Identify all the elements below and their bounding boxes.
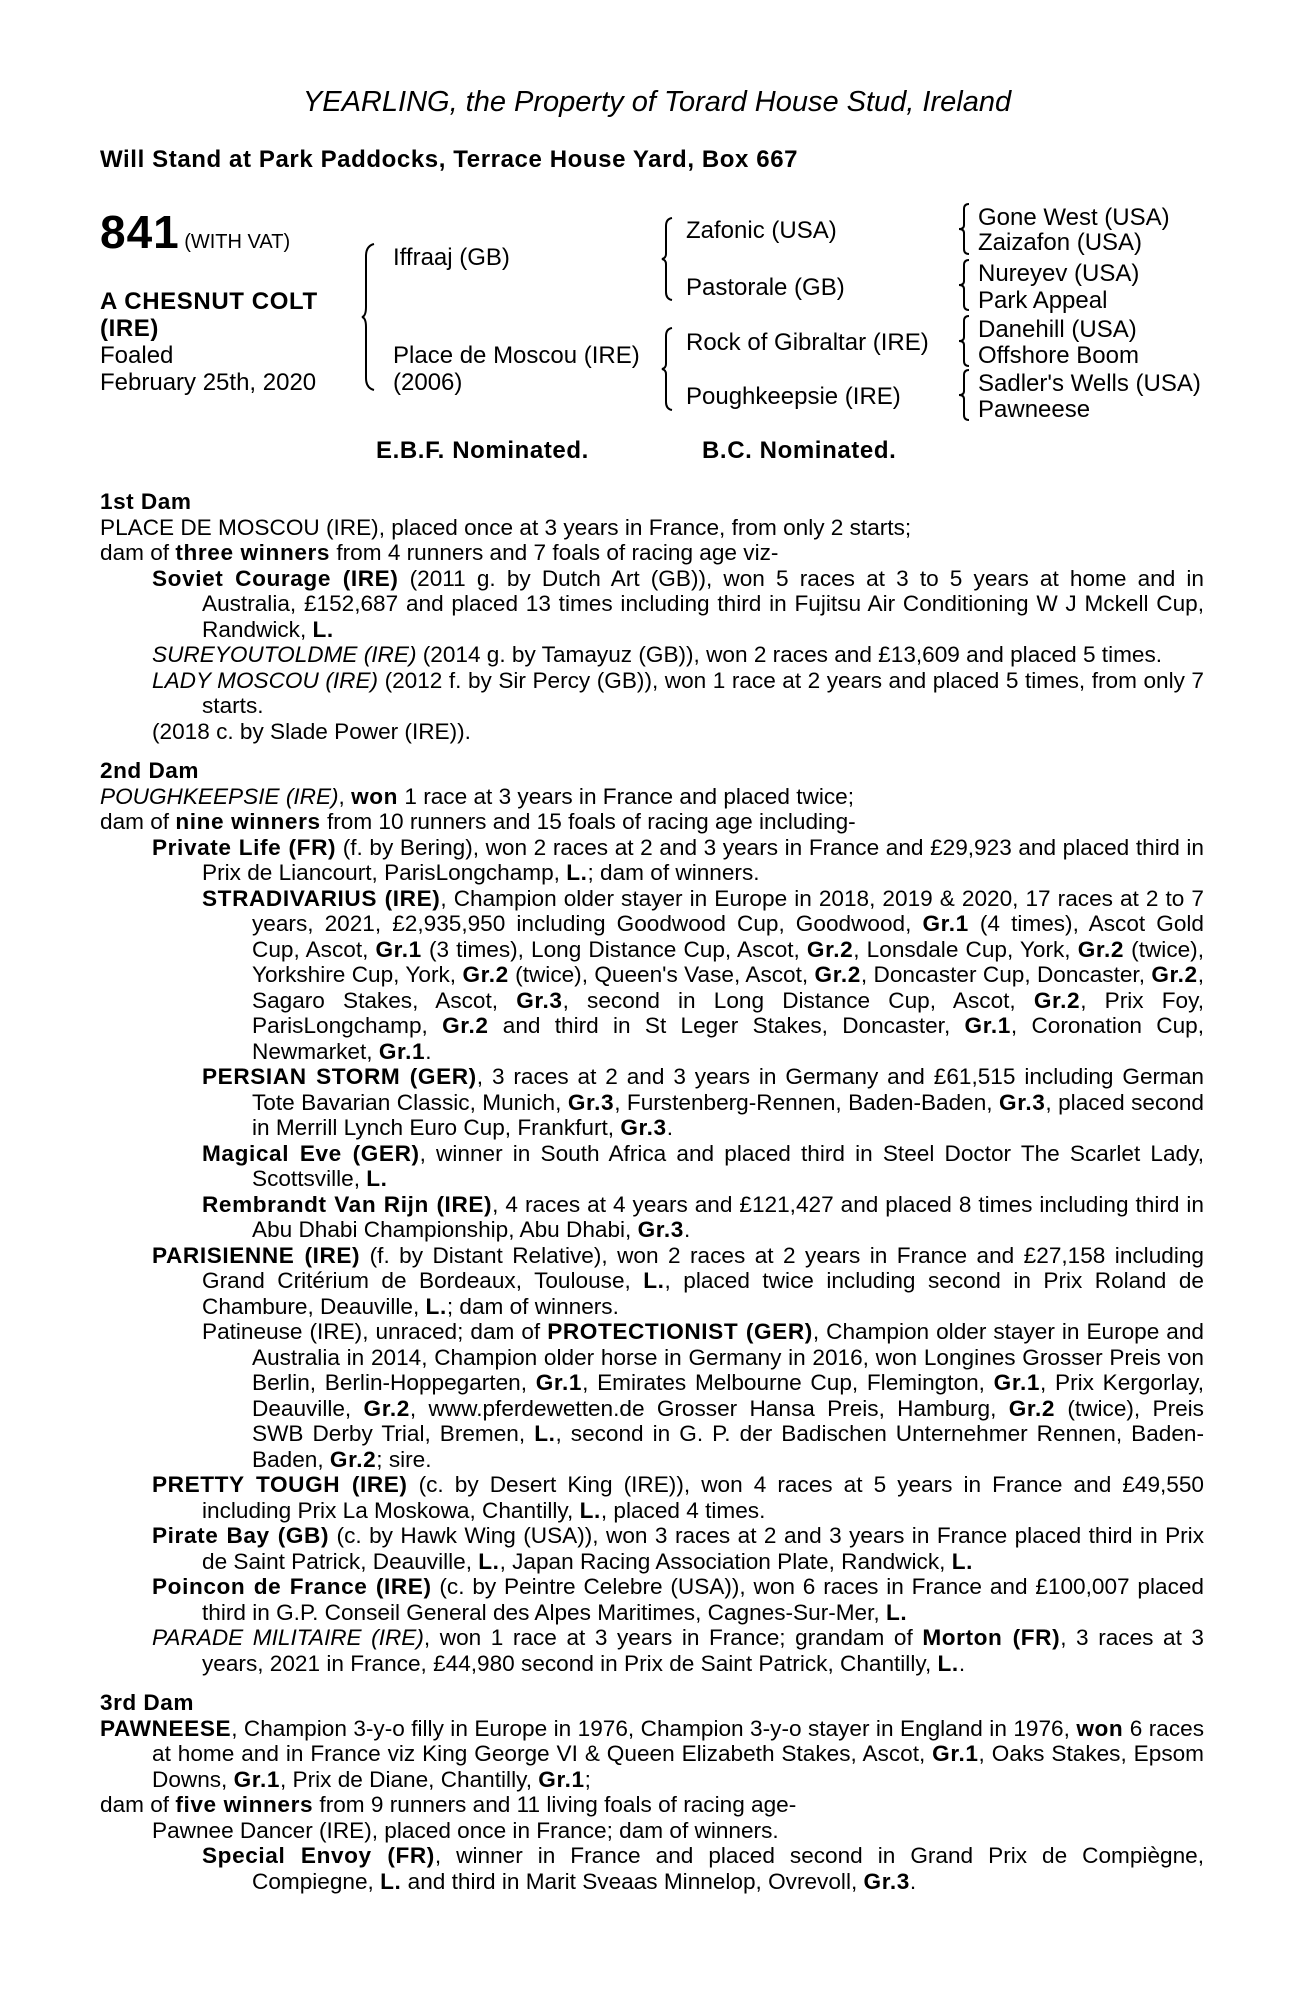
dam-section bbox=[100, 758, 1204, 1676]
entry-text: Pawnee Dancer (IRE), placed once in France; dam of winners. bbox=[152, 1817, 779, 1843]
entry-text: PLACE DE MOSCOU (IRE), placed once at 3 years in France, from only 2 starts; bbox=[100, 514, 912, 540]
entry-text: dam of bbox=[100, 809, 176, 834]
bold-text: L. bbox=[478, 1548, 500, 1574]
bold-text: Gr.1 bbox=[535, 1370, 583, 1395]
pedigree-entry bbox=[100, 886, 1204, 1065]
bc-nomination: B.C. Nominated. bbox=[702, 437, 897, 464]
bold-text: Gr.1 bbox=[993, 1370, 1041, 1395]
pedigree-entry bbox=[100, 784, 1204, 810]
bold-text: PERSIAN STORM (GER) bbox=[202, 1064, 477, 1089]
entry-text: , Japan Racing Association Plate, Randwick, bbox=[499, 1548, 952, 1574]
entry-text: . bbox=[666, 1115, 673, 1140]
bold-text: Gr.2 bbox=[814, 962, 861, 987]
entry-text: ; dam of winners. bbox=[587, 860, 760, 885]
bold-text: Soviet Courage (IRE) bbox=[152, 565, 399, 591]
entry-text: , Doncaster Cup, Doncaster, bbox=[860, 962, 1152, 987]
entry-text: and third in Marit Sveaas Minnelop, Ovrevoll, bbox=[401, 1868, 864, 1894]
bold-text: Gr.1 bbox=[233, 1766, 280, 1792]
entry-text: , winner in France and placed second in Grand Prix de Compiègne, Compiegne, bbox=[252, 1843, 1204, 1894]
bold-text: Gr.1 bbox=[932, 1741, 979, 1766]
entry-text: , Lonsdale Cup, York, bbox=[853, 936, 1078, 962]
entry-text: Patineuse (IRE), unraced; dam of bbox=[202, 1319, 548, 1344]
bold-text: Gr.2 bbox=[1151, 962, 1198, 987]
bold-text: won bbox=[1076, 1715, 1124, 1741]
bold-text: Gr.2 bbox=[1008, 1395, 1056, 1421]
brace-icon bbox=[959, 316, 973, 366]
foaled-label: Foaled bbox=[100, 342, 174, 369]
ancestor-5: Danehill (USA) bbox=[978, 316, 1137, 343]
entry-text: , Prix Kergorlay, Deauville, bbox=[252, 1370, 1204, 1421]
sire-sire: Zafonic (USA) bbox=[686, 217, 837, 244]
pedigree-entry bbox=[100, 1064, 1204, 1141]
entry-text: (2018 c. by Slade Power (IRE)). bbox=[152, 718, 471, 744]
brace-icon bbox=[959, 370, 973, 420]
ancestor-2: Zaizafon (USA) bbox=[978, 229, 1143, 256]
pedigree-entry bbox=[100, 835, 1204, 886]
horse-description: A CHESNUT COLT bbox=[100, 288, 318, 315]
entry-text: (twice), Queen's Vase, Ascot, bbox=[508, 962, 815, 987]
entry-text: (2012 f. by Sir Percy (GB)), won 1 race at 2 years and placed 5 times, from only 7 starts. bbox=[202, 667, 1204, 718]
lot-number-line bbox=[100, 205, 290, 259]
entry-text: , Prix Foy, ParisLongchamp, bbox=[252, 987, 1204, 1038]
dam-line-details bbox=[100, 489, 1204, 1908]
entry-text: (c. by Peintre Celebre (USA)), won 6 races in France and £100,007 placed third in G.P. Conseil General des Alpes Maritimes, Cagnes-Sur-Mer, bbox=[202, 1574, 1204, 1625]
entry-text: , Coronation Cup, Newmarket, bbox=[252, 1013, 1204, 1064]
pedigree-entry bbox=[100, 1243, 1204, 1320]
bold-text: PROTECTIONIST (GER) bbox=[547, 1319, 813, 1344]
pedigree-entry bbox=[100, 566, 1204, 643]
entry-text: , Sagaro Stakes, Ascot, bbox=[252, 962, 1205, 1013]
bold-text: Gr.2 bbox=[1077, 936, 1125, 962]
sire: Iffraaj (GB) bbox=[393, 244, 510, 271]
pedigree-entry bbox=[100, 1843, 1204, 1894]
entry-text: , bbox=[338, 783, 352, 809]
brace-icon bbox=[662, 328, 678, 410]
entry-text: (twice), Preis SWB Derby Trial, Bremen, bbox=[252, 1395, 1204, 1446]
bold-text: five winners bbox=[175, 1792, 314, 1817]
pedigree-entry bbox=[100, 1319, 1204, 1472]
entry-text: , Champion 3-y-o filly in Europe in 1976, Champion 3-y-o stayer in England in 1976, bbox=[231, 1715, 1077, 1741]
ancestor-7: Sadler's Wells (USA) bbox=[978, 370, 1201, 397]
bold-text: L. bbox=[579, 1497, 601, 1523]
bold-text: Gr.3 bbox=[567, 1089, 615, 1115]
pedigree-entry bbox=[100, 1192, 1204, 1243]
bold-text: Gr.1 bbox=[375, 936, 422, 962]
bold-text: STRADIVARIUS (IRE) bbox=[202, 885, 441, 911]
bold-text: Gr.3 bbox=[637, 1217, 684, 1242]
italic-text: LADY MOSCOU (IRE) bbox=[152, 667, 379, 693]
dam-section bbox=[100, 489, 1204, 744]
bold-text: L. bbox=[380, 1868, 402, 1894]
vat-note: (WITH VAT) bbox=[184, 231, 291, 253]
bold-text: three winners bbox=[175, 540, 331, 565]
bold-text: L. bbox=[425, 1293, 447, 1319]
entry-text: and third in St Leger Stakes, Doncaster, bbox=[488, 1013, 965, 1038]
ebf-nomination: E.B.F. Nominated. bbox=[376, 437, 589, 464]
dam-dam: Poughkeepsie (IRE) bbox=[686, 383, 901, 410]
entry-text: . bbox=[425, 1038, 432, 1064]
bold-text: Gr.2 bbox=[363, 1395, 410, 1421]
bold-text: Poincon de France (IRE) bbox=[152, 1574, 432, 1599]
pedigree-entry bbox=[100, 1574, 1204, 1625]
dam-section bbox=[100, 1690, 1204, 1894]
bold-text: Gr.3 bbox=[620, 1115, 667, 1140]
bold-text: Pirate Bay (GB) bbox=[152, 1523, 330, 1548]
bold-text: L. bbox=[534, 1421, 556, 1446]
ancestor-8: Pawneese bbox=[978, 396, 1091, 423]
entry-text: (4 times), Ascot Gold Cup, Ascot, bbox=[252, 911, 1204, 962]
entry-text: (f. by Distant Relative), won 2 races at 2 years in France and £27,158 including Grand Critérium de Bordeaux, Toulouse, bbox=[202, 1242, 1204, 1293]
bold-text: Gr.3 bbox=[999, 1089, 1046, 1115]
bold-text: Morton (FR) bbox=[922, 1625, 1061, 1650]
bold-text: Special Envoy (FR) bbox=[202, 1843, 435, 1868]
pedigree-entry bbox=[100, 540, 1204, 566]
bold-text: Gr.2 bbox=[1033, 987, 1081, 1013]
entry-text: , Prix de Diane, Chantilly, bbox=[280, 1766, 539, 1792]
section-heading: 1st Dam bbox=[100, 489, 192, 514]
bold-text: Gr.3 bbox=[516, 987, 563, 1013]
lot-number: 841 bbox=[100, 206, 180, 258]
italic-text: POUGHKEEPSIE (IRE) bbox=[100, 783, 339, 809]
ancestor-4: Park Appeal bbox=[978, 287, 1108, 314]
bold-text: Rembrandt Van Rijn (IRE) bbox=[202, 1191, 493, 1217]
brace-icon bbox=[362, 244, 382, 390]
bold-text: nine winners bbox=[175, 809, 321, 834]
entry-text: , placed twice including second in Prix Roland de Chambure, Deauville, bbox=[202, 1268, 1204, 1319]
bold-text: Gr.2 bbox=[462, 962, 509, 987]
entry-text: dam of bbox=[100, 540, 176, 565]
italic-text: PARADE MILITAIRE (IRE) bbox=[152, 1625, 424, 1650]
ancestor-6: Offshore Boom bbox=[978, 342, 1139, 369]
entry-text: (3 times), Long Distance Cup, Ascot, bbox=[421, 936, 807, 962]
bold-text: L. bbox=[951, 1548, 973, 1574]
dam: Place de Moscou (IRE) bbox=[393, 342, 640, 369]
bold-text: Private Life (FR) bbox=[152, 834, 337, 860]
entry-text: , won 1 race at 3 years in France; grandam of bbox=[423, 1625, 923, 1650]
entry-text: 1 race at 3 years in France and placed twice; bbox=[398, 783, 854, 809]
pedigree-entry bbox=[100, 1818, 1204, 1844]
stabling-location: Will Stand at Park Paddocks, Terrace House Yard, Box 667 bbox=[100, 146, 799, 173]
bold-text: PRETTY TOUGH (IRE) bbox=[152, 1472, 408, 1497]
entry-text: , Champion older stayer in Europe in 2018, 2019 & 2020, 17 races at 2 to 7 years, 2021, £2,935,950 including Goodwood Cup, Goodwood, bbox=[252, 885, 1204, 936]
entry-text: , www.pferdewetten.de Grosser Hansa Preis, Hamburg, bbox=[409, 1395, 1009, 1421]
entry-text: (f. by Bering), won 2 races at 2 and 3 years in France and £29,923 and placed third in Prix de Liancourt, ParisLongchamp, bbox=[202, 834, 1205, 885]
entry-text: . bbox=[683, 1217, 691, 1242]
bold-text: won bbox=[351, 783, 399, 809]
entry-text: , winner in South Africa and placed third in Steel Doctor The Scarlet Lady, Scottsville, bbox=[252, 1140, 1204, 1191]
bold-text: Magical Eve (GER) bbox=[202, 1140, 420, 1166]
entry-text: 6 races at home and in France viz King George VI & Queen Elizabeth Stakes, Ascot, bbox=[152, 1715, 1204, 1766]
pedigree-entry bbox=[100, 1472, 1204, 1523]
bold-text: Gr.1 bbox=[922, 911, 969, 936]
section-heading: 3rd Dam bbox=[100, 1690, 194, 1715]
section-heading: 2nd Dam bbox=[100, 758, 199, 783]
bold-text: PARISIENNE (IRE) bbox=[152, 1242, 361, 1268]
dam-sire: Rock of Gibraltar (IRE) bbox=[686, 329, 929, 356]
entry-text: ; bbox=[584, 1766, 591, 1792]
entry-text: , 3 races at 2 and 3 years in Germany and £61,515 including German Tote Bavarian Classic, Munich, bbox=[252, 1064, 1204, 1115]
pedigree-entry bbox=[100, 809, 1204, 835]
entry-text: , 3 races at 3 years, 2021 in France, £44,980 second in Prix de Saint Patrick, Chantilly, bbox=[202, 1625, 1204, 1676]
dam-foaling-year: (2006) bbox=[393, 369, 463, 396]
bold-text: L. bbox=[885, 1599, 908, 1625]
pedigree-entry bbox=[100, 515, 1204, 541]
entry-text: , second in Long Distance Cup, Ascot, bbox=[562, 987, 1034, 1013]
bold-text: L. bbox=[566, 860, 588, 885]
ancestor-1: Gone West (USA) bbox=[978, 204, 1170, 231]
foaled-date: February 25th, 2020 bbox=[100, 369, 317, 396]
pedigree-entry bbox=[100, 719, 1204, 745]
ancestor-3: Nureyev (USA) bbox=[978, 260, 1140, 287]
pedigree-entry bbox=[100, 1523, 1204, 1574]
entry-text: , placed 4 times. bbox=[600, 1497, 766, 1523]
italic-text: SUREYOUTOLDME (IRE) bbox=[152, 642, 417, 667]
entry-text: (c. by Hawk Wing (USA)), won 3 races at 2 and 3 years in France placed third in Prix de Saint Patrick, Deauville, bbox=[202, 1523, 1204, 1574]
entry-text: (twice), Yorkshire Cup, York, bbox=[252, 936, 1204, 987]
entry-text: , placed second in Merrill Lynch Euro Cup, Frankfurt, bbox=[252, 1089, 1204, 1140]
brace-icon bbox=[959, 260, 973, 310]
entry-text: . bbox=[909, 1868, 917, 1894]
pedigree-entry bbox=[100, 668, 1204, 719]
bold-text: L. bbox=[643, 1268, 665, 1293]
pedigree-entry bbox=[100, 1625, 1204, 1676]
entry-text: , second in G. P. der Badischen Unternehmer Rennen, Baden-Baden, bbox=[252, 1421, 1204, 1472]
entry-text: , Emirates Melbourne Cup, Flemington, bbox=[582, 1370, 994, 1395]
entry-text: , Furstenberg-Rennen, Baden-Baden, bbox=[614, 1089, 1000, 1115]
entry-text: (c. by Desert King (IRE)), won 4 races at 5 years in France and £49,550 including Prix La Moskowa, Chantilly, bbox=[202, 1472, 1204, 1523]
bold-text: L. bbox=[366, 1166, 388, 1191]
entry-text: dam of bbox=[100, 1792, 176, 1817]
entry-text: , Oaks Stakes, Epsom Downs, bbox=[152, 1741, 1204, 1792]
bold-text: L. bbox=[312, 616, 334, 642]
entry-text: from 9 runners and 11 living foals of racing age- bbox=[313, 1792, 797, 1817]
bold-text: L. bbox=[937, 1650, 959, 1676]
entry-text: from 10 runners and 15 foals of racing age including- bbox=[320, 809, 856, 834]
entry-text: ; dam of winners. bbox=[446, 1293, 619, 1319]
bold-text: Gr.2 bbox=[806, 936, 854, 962]
entry-text: , 4 races at 4 years and £121,427 and placed 8 times including third in Abu Dhabi Championship, Abu Dhabi, bbox=[252, 1191, 1205, 1242]
entry-text: (2011 g. by Dutch Art (GB)), won 5 races at 3 to 5 years at home and in Australia, £152,687 and placed 13 times including third in Fujitsu Air Conditioning W J Mckell Cup, Randwick, bbox=[202, 565, 1204, 642]
bold-text: Gr.2 bbox=[329, 1446, 377, 1472]
pedigree-entry bbox=[100, 1792, 1204, 1818]
bold-text: Gr.2 bbox=[442, 1013, 489, 1038]
horse-country: (IRE) bbox=[100, 315, 159, 342]
sire-dam: Pastorale (GB) bbox=[686, 274, 845, 301]
bold-text: Gr.1 bbox=[378, 1038, 426, 1064]
pedigree-entry bbox=[100, 1141, 1204, 1192]
entry-text: ; sire. bbox=[376, 1446, 432, 1472]
brace-icon bbox=[959, 204, 973, 254]
brace-icon bbox=[662, 218, 678, 300]
entry-text: , Champion older stayer in Europe and Australia in 2014, Champion older horse in Germany in 2016, won Longines Grosser Preis von Berlin, Berlin-Hoppegarten, bbox=[252, 1319, 1204, 1395]
pedigree-entry bbox=[100, 642, 1204, 668]
bold-text: Gr.3 bbox=[863, 1868, 910, 1894]
entry-text: . bbox=[958, 1650, 966, 1676]
bold-text: Gr.1 bbox=[964, 1013, 1011, 1038]
entry-text: (2014 g. by Tamayuz (GB)), won 2 races and £13,609 and placed 5 times. bbox=[416, 642, 1163, 667]
bold-text: Gr.1 bbox=[538, 1766, 585, 1792]
entry-text: from 4 runners and 7 foals of racing age viz- bbox=[330, 540, 779, 565]
bold-text: PAWNEESE bbox=[100, 1715, 232, 1741]
catalogue-title: YEARLING, the Property of Torard House Stud, Ireland bbox=[302, 86, 1012, 118]
pedigree-entry bbox=[100, 1716, 1204, 1793]
